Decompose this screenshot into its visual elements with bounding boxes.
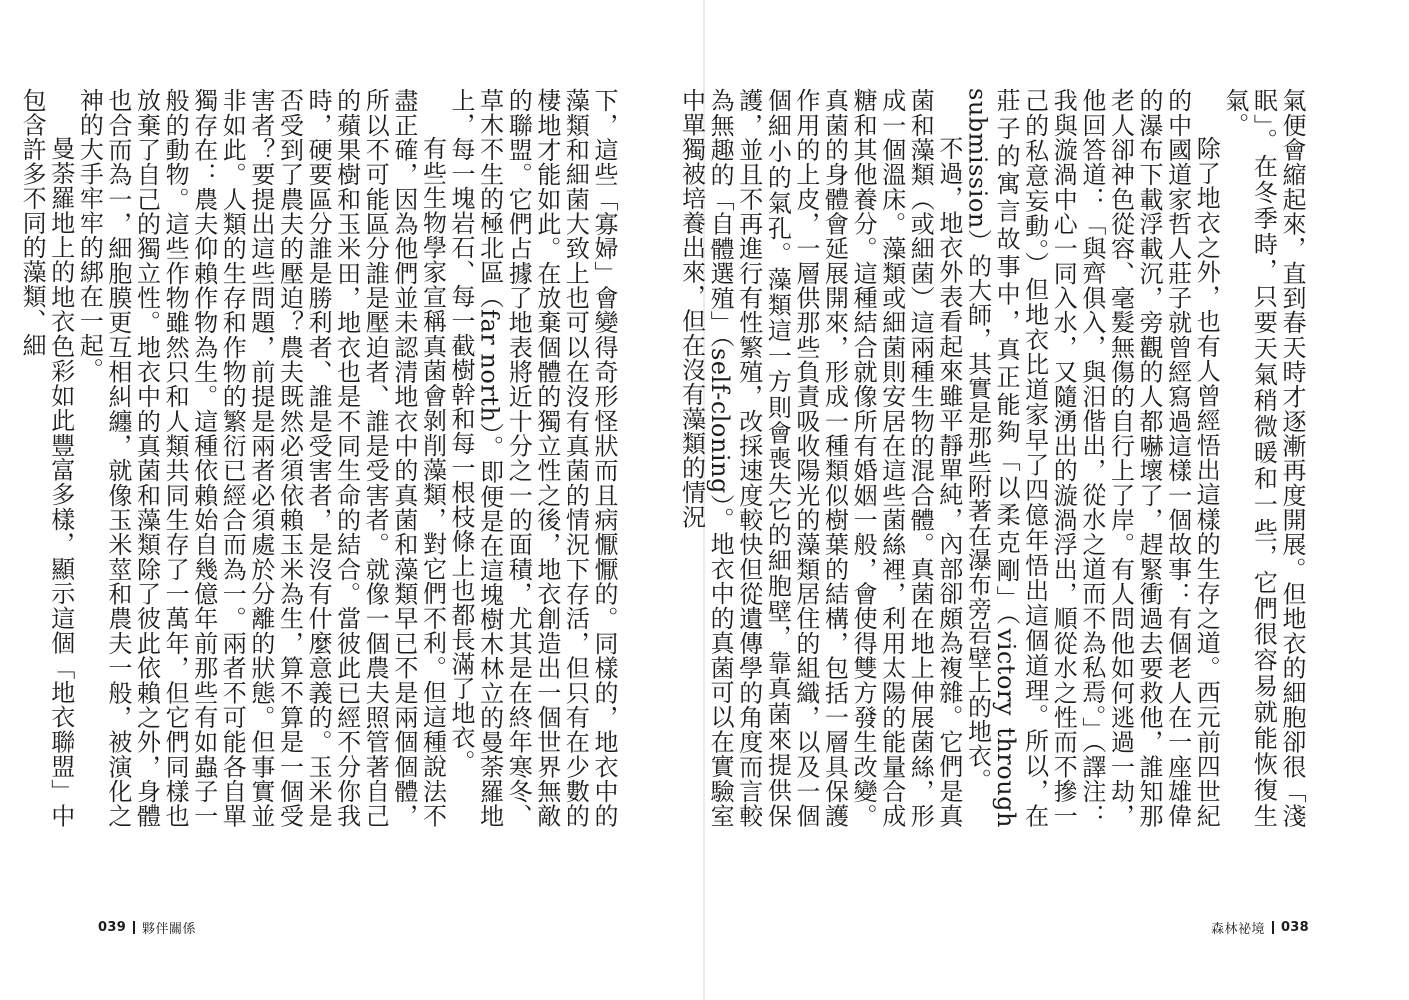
- left-running-title: 夥伴關係: [142, 922, 197, 937]
- left-page: [0, 0, 704, 1000]
- left-page-footer: [98, 918, 196, 937]
- left-paragraph-2: 有些生物學家宣稱真菌會剝削藻類，對它們不利。但這種說法不盡正確，因為他們並未認清地衣中的真菌和藻類早已不是兩個個體，所以不可能區分誰是壓迫者、誰是受害者。就像一個農夫照管著自己的蘋果樹和玉米田，地衣也是不同生命的結合。當彼此已經不分你我時，硬要區分誰是勝利者、誰是受害者，是沒有什麼意義的。玉米是否受到了農夫的壓迫？農夫既然必須依賴玉米為生，算不算是一個受害者？要提出這些問題，前提是兩者必須處於分離的狀態。但事實並非如此。人類的生存和作物的繁衍已經合而為一。兩者不可能各自單獨存在：農夫仰賴作物為生。這種依賴始自幾億年前那些有如蟲子一般的動物。這些作物雖然只和人類共同生存了一萬年，但它們同樣也放棄了自己的獨立性。地衣中的真菌和藻類除了彼此依賴之外，身體也合而為一，細胞膜更互相糾纏，就像玉米莖和農夫一般，被演化之神的大手牢牢的綁在一起。: [75, 88, 447, 828]
- right-page-body-text: [677, 88, 1306, 828]
- right-page-number: 038: [1280, 920, 1309, 935]
- right-paragraph-3: 不過，地衣外表看起來雖平靜單純，內部卻頗為複雜。它們是真菌和藻類（或細菌）這兩種生物的混合體。真菌在地上伸展菌絲，形成一個溫床。藻類或細菌則安居在這些菌絲裡，利用太陽的能量合成糖和其他養分。這種結合就像所有婚姻一般，會使得雙方發生改變。真菌的身體會延展開來，形成一種類似樹葉的結構，包括一層具保護作用的上皮，一層供那些負責吸收陽光的藻類居住的組織，以及一個個細小的氣孔。藻類這一方則會喪失它的細胞壁，靠真菌來提供保護，並且不再進行有性繁殖，改採速度較快但從遺傳學的角度而言較為無趣的「自體選殖」（self-cloning）。地衣中的真菌可以在實驗室中單獨被培養出來，但在沒有藻類的情況: [677, 88, 963, 828]
- left-paragraph-3: 曼荼羅地上的地衣色彩如此豐富多樣，顯示這個「地衣聯盟」中包含許多不同的藻類、細: [18, 88, 75, 828]
- right-page: [677, 0, 1409, 1000]
- right-page-footer: [1211, 918, 1309, 937]
- right-paragraph-1: 氣便會縮起來，直到春天時才逐漸再度開展。但地衣的細胞卻很「淺眠」。在冬季時，只要天氣稍微暖和一些，它們很容易就能恢復生氣。: [1220, 88, 1306, 828]
- left-paragraph-1: 下，這些「寡婦」會變得奇形怪狀而且病懨懨的。同樣的，地衣中的藻類和細菌大致上也可以在沒有真菌的情況下存活，但只有在少數的棲地才能如此。在放棄個體的獨立性之後，地衣創造出一個世界無敵的聯盟。它們占據了地表將近十分之一的面積，尤其是在終年寒冬、草木不生的極北區（far north）。即便是在這塊樹木林立的曼荼羅地上，每一塊岩石、每一截樹幹和每一根枝條上也都長滿了地衣。: [447, 88, 618, 828]
- left-page-number: 039: [98, 920, 127, 935]
- left-page-body-text: [18, 88, 618, 828]
- footer-divider: [133, 921, 135, 934]
- right-running-title: 森林祕境: [1210, 922, 1265, 937]
- footer-divider: [1272, 921, 1274, 934]
- right-paragraph-2: 除了地衣之外，也有人曾經悟出這樣的生存之道。西元前四世紀的中國道家哲人莊子就曾經寫過這樣一個故事：有個老人在一座雄偉的瀑布下載浮載沉，旁觀的人都嚇壞了，趕緊衝過去要救他，誰知那老人卻神色從容、毫髮無傷的自行上了岸。有人問他如何逃過一劫，他回答道：「與齊俱入，與汨偕出，從水之道而不為私焉。」（譯注：我與漩渦中心一同入水，又隨湧出的漩渦浮出，順從水之性而不摻一己的私意妄動。）但地衣比道家早了四億年悟出這個道理。所以，在莊子的寓言故事中，真正能夠「以柔克剛」（victory through submission）的大師，其實是那些附著在瀑布旁岩壁上的地衣。: [963, 88, 1221, 828]
